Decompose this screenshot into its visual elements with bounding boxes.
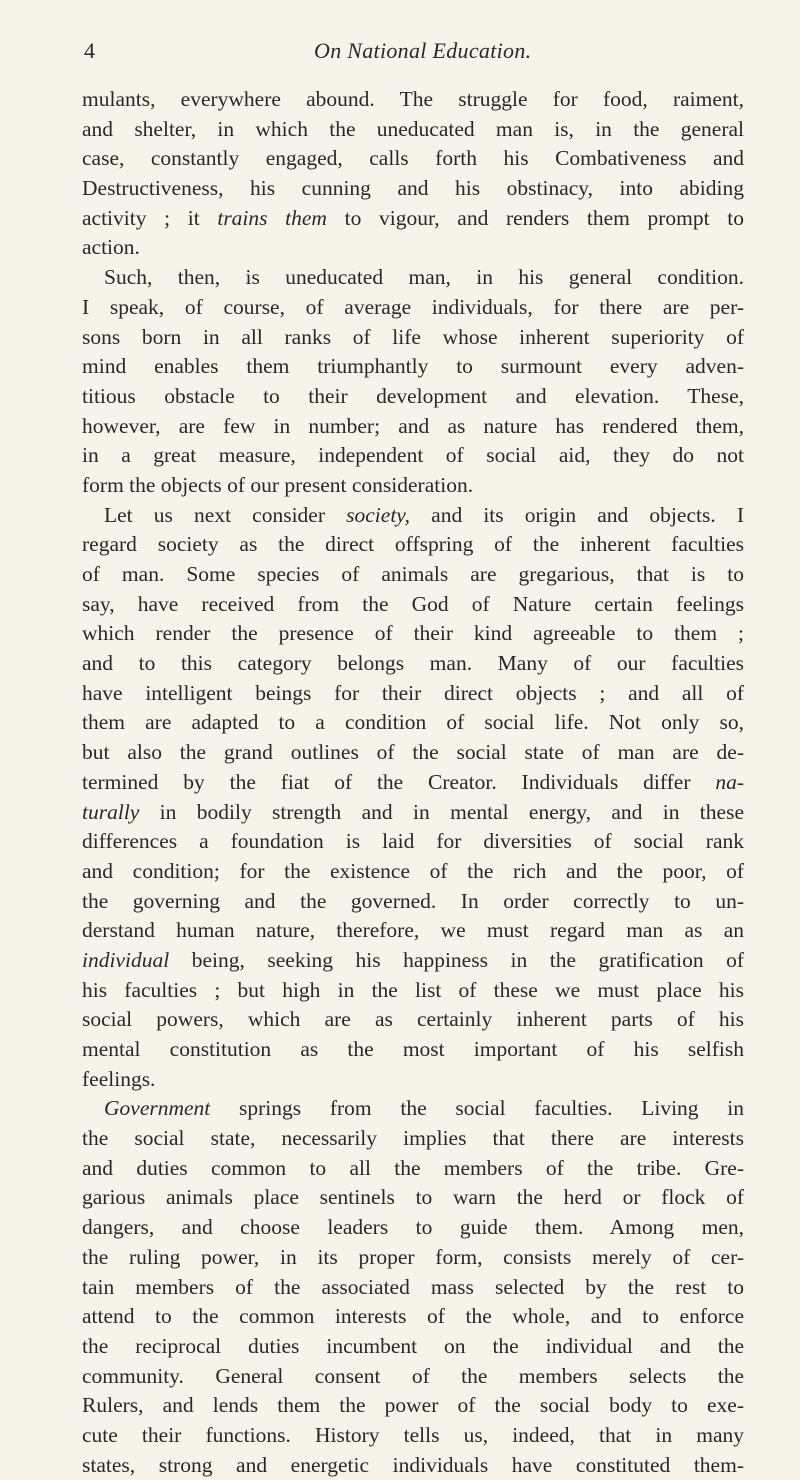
text-line <box>82 1243 744 1273</box>
line-text: I speak, of course, of average individuals, for there are per- <box>82 294 744 319</box>
line-text: case, constantly engaged, calls forth his Combativeness and <box>82 146 744 171</box>
line-text: feelings. <box>82 1066 156 1091</box>
italic-text: society, <box>346 502 411 527</box>
text-line <box>82 115 744 145</box>
line-text: form the objects of our present consideration. <box>82 472 474 497</box>
text-line <box>82 560 744 590</box>
line-text: cute their functions. History tells us, indeed, that in many <box>82 1422 744 1447</box>
running-title: On National Education. <box>314 38 532 63</box>
line-text: regard society as the direct offspring of the inherent faculties <box>82 532 744 557</box>
italic-text: trains them <box>217 205 327 230</box>
text-line <box>82 619 744 649</box>
text-line <box>82 1094 744 1124</box>
line-text: say, have received from the God of Nature certain feelings <box>82 591 744 616</box>
line-text: in a great measure, independent of social aid, they do not <box>82 443 744 468</box>
text-line <box>82 916 744 946</box>
line-text: the governing and the governed. In order correctly to un- <box>82 888 744 913</box>
line-text: dangers, and choose leaders to guide them. Among men, <box>82 1215 744 1240</box>
line-text: Let us next consider <box>104 502 347 527</box>
text-line <box>82 738 744 768</box>
line-text: termined by the fiat of the Creator. Individuals differ <box>82 769 716 794</box>
line-text: activity ; it <box>82 205 218 230</box>
line-text: Rulers, and lends them the power of the social body to exe- <box>82 1393 744 1418</box>
text-line <box>82 649 744 679</box>
italic-text: Government <box>104 1096 211 1121</box>
text-line <box>82 530 744 560</box>
line-text: tain members of the associated mass selected by the rest to <box>82 1274 744 1299</box>
text-line <box>82 1421 744 1451</box>
text-line <box>82 1065 744 1095</box>
line-text: to vigour, and renders them prompt to <box>326 205 744 230</box>
line-text: however, are few in number; and as nature has rendered them, <box>82 413 744 438</box>
line-text: but also the grand outlines of the social state of man are de- <box>82 740 744 765</box>
text-line <box>82 1302 744 1332</box>
text-line <box>82 590 744 620</box>
line-text: being, seeking his happiness in the gratification of <box>169 947 744 972</box>
line-text: and its origin and objects. I <box>410 502 744 527</box>
text-line <box>82 263 744 293</box>
line-text: and to this category belongs man. Many of our faculties <box>82 651 744 676</box>
line-text: of man. Some species of animals are gregarious, that is to <box>82 562 744 586</box>
text-line <box>82 1183 744 1213</box>
line-text: and shelter, in which the uneducated man is, in the general <box>82 116 744 141</box>
line-text: attend to the common interests of the whole, and to enforce <box>82 1304 744 1329</box>
text-line <box>82 293 744 323</box>
text-line <box>82 1124 744 1154</box>
line-text: social powers, which are as certainly inherent parts of his <box>82 1007 744 1032</box>
text-line <box>82 1035 744 1065</box>
text-line <box>82 827 744 857</box>
text-line <box>82 441 744 471</box>
line-text: which render the presence of their kind agreeable to them ; <box>82 621 744 646</box>
text-line <box>82 144 744 174</box>
line-text: them are adapted to a condition of social life. Not only so, <box>82 710 744 735</box>
text-line <box>82 857 744 887</box>
text-line <box>82 1391 744 1421</box>
line-text: Destructiveness, his cunning and his obstinacy, into abiding <box>82 176 744 201</box>
line-text: and duties common to all the members of the tribe. Gre- <box>82 1155 744 1180</box>
text-line <box>82 1154 744 1184</box>
text-line <box>82 352 744 382</box>
text-line <box>82 708 744 738</box>
body-text <box>82 85 744 1480</box>
text-line <box>82 85 744 115</box>
text-line <box>82 501 744 531</box>
text-line <box>82 1213 744 1243</box>
text-line <box>82 946 744 976</box>
text-line <box>82 471 744 501</box>
line-text: sons born in all ranks of life whose inherent superiority of <box>82 324 744 349</box>
line-text: mulants, everywhere abound. The struggle for food, raiment, <box>82 87 744 111</box>
italic-text: turally <box>82 799 140 824</box>
text-line <box>82 382 744 412</box>
line-text: springs from the social faculties. Living in <box>210 1096 744 1121</box>
text-line <box>82 1273 744 1303</box>
text-line <box>82 412 744 442</box>
page-number: 4 <box>84 38 95 63</box>
line-text: the ruling power, in its proper form, consists merely of cer- <box>82 1244 744 1269</box>
line-text: the social state, necessarily implies that there are interests <box>82 1126 744 1151</box>
line-text: garious animals place sentinels to warn the herd or flock of <box>82 1185 744 1210</box>
text-line <box>82 976 744 1006</box>
line-text: have intelligent beings for their direct objects ; and all of <box>82 680 744 705</box>
page-header <box>84 36 746 66</box>
line-text: and condition; for the existence of the rich and the poor, of <box>82 858 744 883</box>
line-text: differences a foundation is laid for diversities of social rank <box>82 829 744 854</box>
text-line <box>82 233 744 263</box>
text-line <box>82 1451 744 1480</box>
line-text: titious obstacle to their development and elevation. These, <box>82 383 744 408</box>
line-text: his faculties ; but high in the list of these we must place his <box>82 977 744 1002</box>
text-line <box>82 1005 744 1035</box>
line-text: in bodily strength and in mental energy, and in these <box>139 799 744 824</box>
text-line <box>82 204 744 234</box>
line-text: the reciprocal duties incumbent on the individual and the <box>82 1333 744 1358</box>
line-text: community. General consent of the members selects the <box>82 1363 744 1388</box>
text-line <box>82 798 744 828</box>
text-line <box>82 1332 744 1362</box>
line-text: states, strong and energetic individuals have constituted them- <box>82 1452 744 1477</box>
line-text: mental constitution as the most important of his selfish <box>82 1037 744 1061</box>
italic-text: individual <box>82 947 170 972</box>
text-line <box>82 1362 744 1392</box>
text-line <box>82 323 744 353</box>
text-line <box>82 174 744 204</box>
text-line <box>82 768 744 798</box>
line-text: derstand human nature, therefore, we must regard man as an <box>82 918 744 943</box>
text-line <box>82 679 744 709</box>
line-text: Such, then, is uneducated man, in his general condition. <box>104 265 744 290</box>
line-text: mind enables them triumphantly to surmount every adven- <box>82 354 744 379</box>
italic-text: na- <box>715 769 744 794</box>
text-line <box>82 887 744 917</box>
line-text: action. <box>82 235 140 260</box>
